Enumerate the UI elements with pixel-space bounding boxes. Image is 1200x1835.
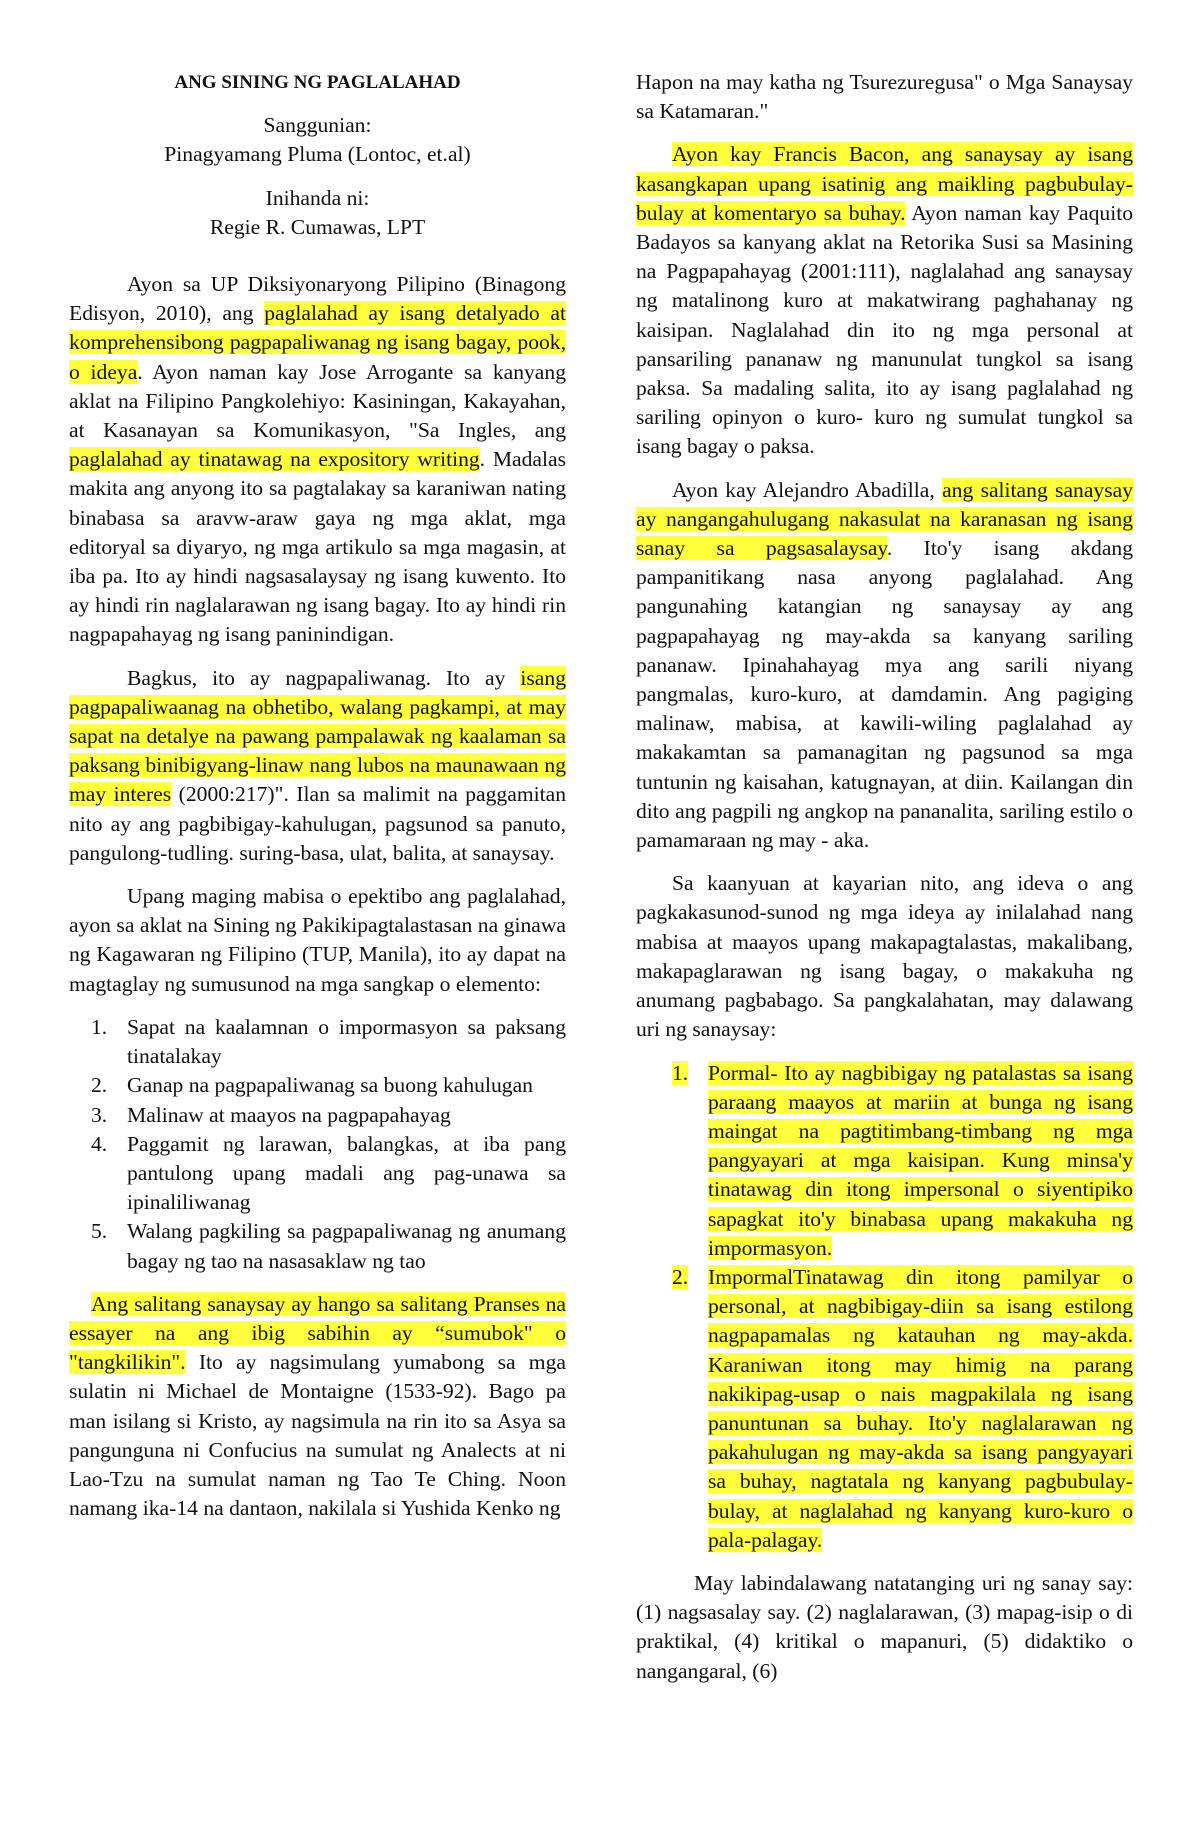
- right-column: [636, 68, 1133, 1700]
- highlight-objective: isang pagpapaliwaanag na obhetibo, walang pagkampi, at may sapat na detalye na pawang pampalawak ng kaalaman sa paksang binibigyang-linaw nang lubos na maunawaan ng may interes: [69, 665, 566, 807]
- highlight-abadilla: ang salitang sanaysay ay nangangahulugang nakasulat na karanasan ng isang sanay sa pagsasalaysay: [636, 477, 1133, 561]
- elements-list: [69, 1013, 566, 1276]
- list-item: 1. Sapat na kaalamnan o impormasyon sa paksang tinatalakay: [91, 1014, 566, 1069]
- highlight-definition: paglalahad ay isang detalyado at komprehensibong pagpapaliwanag ng isang bagay, pook, o ideya: [69, 301, 566, 384]
- paragraph-elements: Upang maging mabisa o epektibo ang paglalahad, ayon sa aklat na Sining ng Pakikipagtalastasan na ginawa ng Kagawaran ng Filipino (TUP, Manila), ito ay dapat na magtaglay ng sumusunod na mga sangkap o elemento:: [69, 884, 566, 996]
- list-item: 3. Malinaw at maayos na pagpapahayag: [91, 1102, 451, 1127]
- left-column: [69, 68, 566, 1537]
- highlight-formal: Pormal- Ito ay nagbibigay ng patalastas sa isang paraang maayos at mariin at bunga ng isang maingat na pagtitimbang-timbang ng mga pangyayari at mga kaisipan. Kung minsa'y tinatawag din itong impersonal o siyentipiko sapagkat ito'y binabasa upang makakuha ng impormasyon.: [708, 1060, 1133, 1260]
- paragraph-definition: Ayon sa UP Diksiyonaryong Pilipino (Binagong Edisyon, 2010), ang paglalahad ay isang detalyado at komprehensibong pagpapaliwanag ng isang bagay, pook, o ideya. Ayon naman kay Jose Arrogante sa kanyang aklat na Filipino Pangkolehiyo: Kasiningan, Kakayahan, at Kasanayan sa Komunikasyon, "Sa Ingles, ang paglalahad ay tinatawag na expository writing. Madalas makita ang anyong ito sa pagtalakay sa karaniwan nating binabasa sa aravw-araw gaya ng mga aklat, mga editoryal sa diyaryo, ng mga artikulo sa mga magasin, at iba pa. Ito ay hindi nagsasalaysay ng isang kuwento. Ito ay hindi rin naglalarawan ng isang bagay. Ito ay hindi rin nagpapahayag ng isang paninindigan.: [69, 272, 567, 647]
- paragraph-explanation: Bagkus, ito ay nagpapaliwanag. Ito ay isang pagpapaliwaanag na obhetibo, walang pagkampi, at may sapat na detalye na pawang pampalawak ng kaalaman sa paksang binibigyang-linaw nang lubos na maunawaan ng may interes (2000:217)". Ilan sa malimit na paggamitan nito ay ang pagbibigay-kahulugan, pagsunod sa panuto, pangulong-tudling. suring-basa, ulat, balita, at sanaysay.: [69, 665, 566, 865]
- highlight-informal: ImpormalTinatawag din itong pamilyar o personal, at nagbibigay-diin sa isang estilong nagpapamalas ng katauhan ng may-akda. Karaniwan itong may himig na parang nakikipag-usap o nais magpakilala ng isang panuntunan sa buhay. Ito'y naglalarawan ng pakahulugan ng may-akda sa isang pangyayari sa buhay, nagtatala ng kanyang pagbubulay-bulay, at naglalahad ng kanyang kuro-kuro o pala-palagay.: [708, 1264, 1133, 1552]
- paragraph-continuation: Hapon na may katha ng Tsurezuregusa" o Mga Sanaysay sa Katamaran.": [636, 70, 1133, 124]
- paragraph-etymology: Ang salitang sanaysay ay hango sa salitang Pranses na essayer na ang ibig sabihin ay “sumubok" o "tangkilikin". Ito ay nagsimulang yumabong sa mga sulatin ni Michael de Montaigne (1533-92). Bago pa man isilang si Kristo, ay nagsimula na rin ito sa Asya sa pangunguna ni Confucius na sumulat ng Analects at ni Lao-Tzu na sumulat naman ng Tao Te Ching. Noon namang ika-14 na dantaon, nakilala si Yushida Kenko ng: [69, 1291, 566, 1521]
- paragraph-types-intro: Sa kaanyuan at kayarian nito, ang ideva o ang pagkakasunod-sunod ng mga ideya ay inilalahad nang mabisa at maayos upang makapagtalastas, makalibang, makapaglarawan ng isang bagay, o makakuha ng anumang pagbabago. Sa pangkalahatan, may dalawang uri ng sanaysay:: [636, 871, 1133, 1042]
- list-item: 5. Walang pagkiling sa pagpapaliwanag ng anumang bagay ng tao na nasasaklaw ng tao: [91, 1219, 566, 1273]
- page-title: ANG SINING NG PAGLALAHAD: [174, 72, 461, 93]
- list-item: 1. Pormal- Ito ay nagbibigay ng patalastas sa isang paraang maayos at mariin at bunga ng isang maingat na pagtitimbang-timbang ng mga pangyayari at mga kaisipan. Kung minsa'y tinatawag din itong impersonal o siyentipiko sapagkat ito'y binabasa upang makakuha ng impormasyon.: [672, 1060, 1133, 1260]
- source-label: Sanggunian:: [263, 113, 372, 138]
- list-item: 4. Paggamit ng larawan, balangkas, at iba pang pantulong upang madali ang pag-unawa sa ipinaliliwanag: [91, 1131, 566, 1215]
- list-item: 2. Ganap na pagpapaliwanag sa buong kahulugan: [91, 1073, 533, 1098]
- highlight-etymology: Ang salitang sanaysay ay hango sa salitang Pranses na essayer na ang ibig sabihin ay “sumubok" o "tangkilikin".: [69, 1291, 566, 1375]
- paragraph-twelve-types: May labindalawang natatanging uri ng sanay say: (1) nagsasalay say. (2) naglalarawan, (3) mapag-isip o di praktikal, (4) kritikal o mapanuri, (5) didaktiko o nangangaral, (6): [636, 1570, 1133, 1683]
- highlight-bacon: Ayon kay Francis Bacon, ang sanaysay ay isang kasangkapan upang isatinig ang maikling pagbubulay-bulay at komentaryo sa buhay.: [636, 142, 1133, 225]
- author-name: Regie R. Cumawas, LPT: [209, 214, 426, 239]
- essay-types-list: [636, 1059, 1133, 1555]
- source-reference: Pinagyamang Pluma (Lontoc, et.al): [164, 142, 471, 167]
- list-item: 2. ImpormalTinatawag din itong pamilyar o personal, at nagbibigay-diin sa isang estilong nagpapamalas ng katauhan ng may-akda. Karaniwan itong may himig na parang nakikipag-usap o nais magpakilala ng isang panuntunan sa buhay. Ito'y naglalarawan ng pakahulugan ng may-akda sa isang pangyayari sa buhay, nagtatala ng kanyang pagbubulay-bulay, at naglalahad ng kanyang kuro-kuro o pala-palagay.: [672, 1264, 1133, 1552]
- paragraph-abadilla: Ayon kay Alejandro Abadilla, ang salitang sanaysay ay nangangahulugang nakasulat na karanasan ng isang sanay sa pagsasalaysay. Ito'y isang akdang pampanitikang nasa anyong paglalahad. Ang pangunahing katangian ng sanaysay ay ang pagpapahayag ng may-akda sa kanyang sariling pananaw. Ipinahahayag mya ang sarili niyang pangmalas, kuro-kuro, at damdamin. Ang pagiging malinaw, mabisa, at kawili-wiling paglalahad ay makakamtan sa pamanagitan ng pagsunod sa mga tuntunin ng kaisahan, katugnayan, at diin. Kailangan din dito ang pagpili ng angkop na pananalita, sariling estilo o pamamaraan ng may - aka.: [636, 477, 1133, 853]
- highlight-expository: paglalahad ay tinatawag na expository writing: [69, 447, 480, 472]
- paragraph-bacon: Ayon kay Francis Bacon, ang sanaysay ay isang kasangkapan upang isatinig ang maikling pagbubulay-bulay at komentaryo sa buhay. Ayon naman kay Paquito Badayos sa kanyang aklat na Retorika Susi sa Masining na Pagpapahayag (2001:111), naglalahad ang sanaysay ng matalinong kuro at makatwirang paghahanay ng kaisipan. Naglalahad din ito ng mga personal at pansariling pananaw ng manunulat tungkol sa isang paksa. Sa madaling salita, ito ay isang paglalahad ng sariling opinyon o kuro- kuro ng sumulat tungkol sa isang bagay o paksa.: [636, 142, 1134, 459]
- prepared-by-label: Inihanda ni:: [265, 185, 370, 210]
